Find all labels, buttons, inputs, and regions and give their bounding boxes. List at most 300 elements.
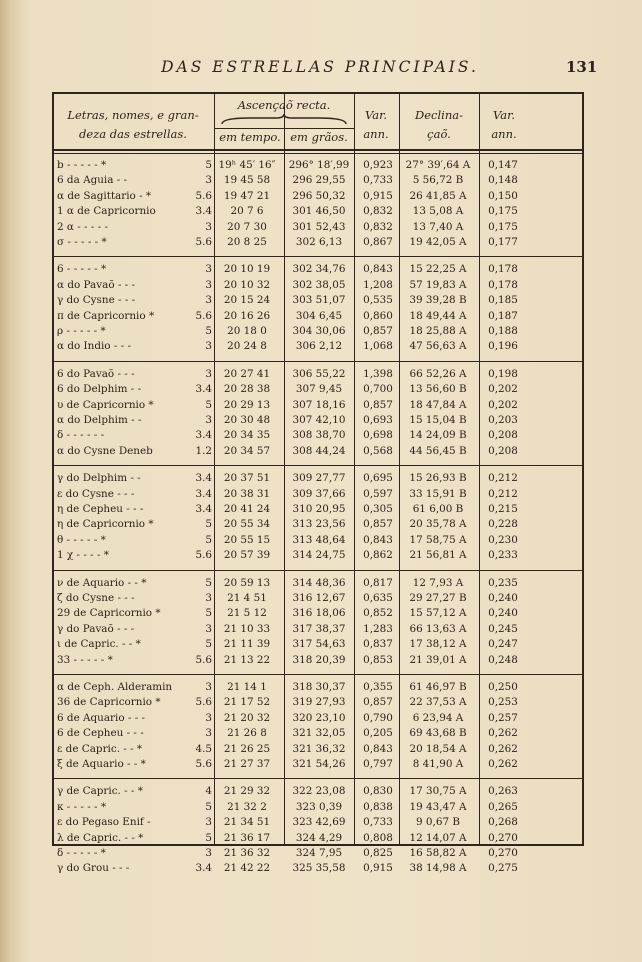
- cell-dec: 15 22,25 A: [409, 263, 467, 276]
- table-row: [54, 235, 582, 250]
- cell-var: 0,915: [363, 862, 393, 875]
- cell-var: 0,843: [363, 263, 393, 276]
- cell-name: 6 de Aquario - - -: [57, 711, 146, 724]
- cell-var: 1,398: [363, 367, 393, 380]
- cell-mag: 3: [205, 220, 212, 233]
- cell-deg: 309 37,66: [292, 487, 346, 500]
- cell-time: 21 4 51: [227, 592, 267, 604]
- table-row: [54, 278, 582, 293]
- cell-time: 20 38 31: [223, 487, 271, 500]
- cell-time: 20 10 32: [223, 278, 271, 291]
- cell-deg: 296 50,32: [292, 189, 346, 202]
- cell-vd: 0,208: [488, 429, 518, 442]
- cell-var: 0,790: [363, 711, 393, 724]
- table-row: [54, 591, 582, 606]
- cell-deg: 313 23,56: [292, 518, 346, 531]
- cell-vd: 0,262: [488, 742, 518, 755]
- cell-mag: 3: [205, 681, 212, 693]
- cell-dec: 15 26,93 B: [409, 472, 467, 485]
- cell-time: 20 27 41: [223, 367, 271, 380]
- cell-time: 20 59 13: [223, 576, 271, 589]
- cell-deg: 314 24,75: [292, 549, 346, 562]
- cell-var: 0,915: [363, 189, 393, 202]
- header-rule: [54, 149, 582, 151]
- cell-name: 6 - - - - - *: [57, 263, 107, 276]
- cell-vd: 0,185: [488, 294, 518, 307]
- table-row: [54, 533, 582, 548]
- table-row: [54, 680, 582, 695]
- cell-var: 0,853: [363, 653, 393, 666]
- cell-time: 21 36 17: [223, 831, 271, 844]
- cell-mag: 3: [205, 816, 212, 829]
- cell-dec: 18 49,44 A: [409, 309, 467, 322]
- cell-var: 1,208: [363, 278, 393, 291]
- cell-name: α do Indio - - -: [57, 340, 131, 353]
- cell-vd: 0,247: [488, 638, 518, 651]
- cell-mag: 3: [205, 278, 212, 291]
- table-row: [54, 502, 582, 517]
- table-row: [54, 726, 582, 741]
- page-number: 131: [566, 58, 598, 76]
- cell-dec: 18 47,84 A: [409, 398, 467, 411]
- cell-name: 1 α de Capricornio: [57, 205, 156, 218]
- cell-vd: 0,177: [488, 236, 518, 248]
- cell-time: 19 47 21: [223, 189, 271, 202]
- cell-time: 20 55 34: [223, 518, 271, 531]
- cell-name: λ de Capric. - - *: [57, 831, 144, 844]
- table-row: [54, 220, 582, 235]
- cell-var: 0,797: [363, 758, 393, 770]
- cell-vd: 0,253: [488, 696, 518, 709]
- cell-mag: 3: [205, 727, 212, 740]
- cell-time: 21 32 2: [227, 800, 267, 813]
- cell-var: 0,825: [363, 847, 393, 859]
- cell-time: 19ʰ 45′ 16″: [218, 159, 276, 171]
- table-row: [54, 204, 582, 219]
- cell-mag: 4: [205, 785, 212, 798]
- table-row: [54, 413, 582, 428]
- cell-dec: 15 15,04 B: [409, 414, 467, 426]
- table-row: [54, 576, 582, 591]
- cell-deg: 321 36,32: [292, 742, 346, 755]
- cell-vd: 0,250: [488, 681, 518, 693]
- cell-time: 20 28 38: [223, 383, 271, 396]
- cell-time: 20 7 30: [227, 220, 267, 233]
- cell-dec: 66 13,63 A: [409, 622, 467, 635]
- cell-deg: 306 55,22: [292, 367, 346, 380]
- cell-time: 20 18 0: [227, 325, 267, 337]
- cell-deg: 304 30,06: [292, 325, 346, 337]
- cell-mag: 3: [205, 174, 212, 187]
- cell-var: 0,843: [363, 533, 393, 546]
- cell-dec: 22 37,53 A: [409, 696, 467, 709]
- cell-dec: 27° 39′,64 A: [405, 159, 471, 171]
- cell-name: θ - - - - - *: [57, 533, 106, 546]
- cell-deg: 302 38,05: [292, 278, 346, 291]
- cell-mag: 5.6: [195, 189, 212, 202]
- cell-dec: 8 41,90 A: [412, 758, 464, 770]
- cell-time: 21 29 32: [223, 785, 271, 798]
- cell-name: δ - - - - - *: [57, 847, 106, 859]
- table-row: [54, 831, 582, 846]
- cell-mag: 3: [205, 711, 212, 724]
- cell-dec: 38 14,98 A: [409, 862, 467, 875]
- cell-dec: 13 7,40 A: [412, 220, 464, 233]
- cell-var: 0,843: [363, 742, 393, 755]
- table-row: [54, 711, 582, 726]
- cell-dec: 21 39,01 A: [409, 653, 467, 666]
- cell-vd: 0,270: [488, 831, 518, 844]
- cell-name: γ do Grou - - -: [57, 862, 130, 875]
- cell-vd: 0,187: [488, 309, 518, 322]
- cell-name: γ do Cysne - - -: [57, 294, 136, 307]
- cell-name: η de Cepheu - - -: [57, 503, 144, 515]
- cell-name: 6 do Delphim - -: [57, 383, 142, 396]
- cell-deg: 322 23,08: [292, 785, 346, 798]
- cell-name: α de Sagittario - *: [57, 189, 152, 202]
- cell-vd: 0,212: [488, 472, 518, 485]
- cell-dec: 69 43,68 B: [409, 727, 467, 740]
- cell-deg: 303 51,07: [292, 294, 346, 307]
- cell-name: 1 χ - - - - *: [57, 549, 109, 562]
- cell-dec: 47 56,63 A: [409, 340, 467, 353]
- cell-name: ε do Pegaso Enif -: [57, 816, 151, 829]
- cell-dec: 29 27,27 B: [409, 592, 467, 604]
- table-row: [54, 173, 582, 188]
- table-row: [54, 339, 582, 354]
- cell-time: 21 20 32: [223, 711, 271, 724]
- cell-mag: 3: [205, 847, 212, 859]
- cell-name: κ - - - - - *: [57, 800, 107, 813]
- cell-vd: 0,230: [488, 533, 518, 546]
- group-rule: [54, 778, 582, 779]
- cell-name: 33 - - - - - *: [57, 653, 113, 666]
- table-row: [54, 695, 582, 710]
- cell-name: α do Delphim - -: [57, 414, 142, 426]
- cell-dec: 61 46,97 B: [409, 681, 467, 693]
- cell-deg: 307 9,45: [295, 383, 343, 396]
- cell-deg: 308 44,24: [292, 444, 346, 457]
- cell-vd: 0,257: [488, 711, 518, 724]
- cell-dec: 12 7,93 A: [412, 576, 464, 589]
- cell-name: ζ do Cysne - - -: [57, 592, 135, 604]
- cell-time: 21 13 22: [223, 653, 271, 666]
- cell-time: 21 34 51: [223, 816, 271, 829]
- group-rule: [54, 674, 582, 675]
- cell-dec: 5 56,72 B: [412, 174, 464, 187]
- cell-mag: 3.4: [195, 383, 212, 396]
- cell-time: 20 41 24: [223, 503, 271, 515]
- table-row: [54, 309, 582, 324]
- cell-deg: 310 20,95: [292, 503, 346, 515]
- header-var1: Var. ann.: [363, 108, 389, 141]
- cell-name: ν de Aquario - - *: [57, 576, 147, 589]
- cell-mag: 3: [205, 263, 212, 276]
- cell-dec: 33 15,91 B: [409, 487, 467, 500]
- cell-var: 0,838: [363, 800, 393, 813]
- table-row: [54, 293, 582, 308]
- cell-var: 1,283: [363, 622, 393, 635]
- cell-deg: 304 6,45: [295, 309, 343, 322]
- cell-mag: 3.4: [195, 503, 212, 515]
- cell-dec: 17 58,75 A: [409, 533, 467, 546]
- cell-time: 20 57 39: [223, 549, 271, 562]
- cell-var: 0,733: [363, 816, 393, 829]
- cell-var: 0,568: [363, 444, 393, 457]
- group-rule: [54, 361, 582, 362]
- cell-deg: 324 4,29: [295, 831, 343, 844]
- cell-var: 0,695: [363, 472, 393, 485]
- cell-dec: 9 0,67 B: [416, 816, 460, 829]
- cell-deg: 317 54,63: [292, 638, 346, 651]
- cell-vd: 0,150: [488, 189, 518, 202]
- cell-dec: 66 52,26 A: [409, 367, 467, 380]
- cell-deg: 301 46,50: [292, 205, 346, 218]
- cell-deg: 308 38,70: [292, 429, 346, 442]
- table-row: [54, 861, 582, 876]
- cell-mag: 3.4: [195, 429, 212, 442]
- cell-mag: 5.6: [195, 696, 212, 709]
- cell-mag: 5: [205, 607, 212, 620]
- table-row: [54, 784, 582, 799]
- cell-name: δ - - - - - -: [57, 429, 105, 442]
- cell-var: 0,700: [363, 383, 393, 396]
- cell-deg: 318 30,37: [292, 681, 346, 693]
- cell-dec: 13 56,60 B: [409, 383, 467, 396]
- cell-name: ξ de Aquario - - *: [57, 758, 146, 770]
- cell-mag: 5: [205, 325, 212, 337]
- cell-vd: 0,240: [488, 592, 518, 604]
- cell-var: 1,068: [363, 340, 393, 353]
- cell-vd: 0,233: [488, 549, 518, 562]
- cell-mag: 3: [205, 367, 212, 380]
- cell-name: σ - - - - - *: [57, 236, 107, 248]
- table-row: [54, 324, 582, 339]
- cell-mag: 3.4: [195, 205, 212, 218]
- cell-deg: 313 48,64: [292, 533, 346, 546]
- table-row: [54, 487, 582, 502]
- cell-dec: 12 14,07 A: [409, 831, 467, 844]
- cell-dec: 20 35,78 A: [409, 518, 467, 531]
- cell-dec: 17 30,75 A: [409, 785, 467, 798]
- table-row: [54, 742, 582, 757]
- table-row: [54, 382, 582, 397]
- cell-var: 0,857: [363, 696, 393, 709]
- group-rule: [54, 570, 582, 571]
- cell-deg: 318 20,39: [292, 653, 346, 666]
- cell-time: 21 27 37: [223, 758, 271, 770]
- cell-name: ρ - - - - - *: [57, 325, 106, 337]
- cell-name: γ de Capric. - - *: [57, 785, 143, 798]
- table-row: [54, 653, 582, 668]
- cell-vd: 0,202: [488, 383, 518, 396]
- header-asc-title: Ascençaõ recta.: [237, 98, 331, 112]
- cell-vd: 0,270: [488, 847, 518, 859]
- cell-mag: 1.2: [195, 444, 212, 457]
- cell-mag: 3: [205, 592, 212, 604]
- cell-var: 0,635: [363, 592, 393, 604]
- cell-time: 21 5 12: [227, 607, 267, 620]
- cell-name: 6 da Aguia - -: [57, 174, 128, 187]
- table-row: [54, 444, 582, 459]
- cell-vd: 0,178: [488, 263, 518, 276]
- cell-name: υ de Capricornio *: [57, 398, 154, 411]
- cell-time: 20 30 48: [223, 414, 271, 426]
- cell-dec: 61 6,00 B: [412, 503, 464, 515]
- table-row: [54, 262, 582, 277]
- cell-name: α do Pavaõ - - -: [57, 278, 136, 291]
- cell-dec: 19 43,47 A: [409, 800, 467, 813]
- cell-name: γ do Delphim - -: [57, 472, 141, 485]
- cell-time: 20 29 13: [223, 398, 271, 411]
- cell-deg: 316 12,67: [292, 592, 346, 604]
- cell-deg: 296° 18′,99: [288, 159, 350, 171]
- cell-name: 36 de Capricornio *: [57, 696, 161, 709]
- group-rule: [54, 256, 582, 257]
- cell-var: 0,852: [363, 607, 393, 620]
- cell-time: 19 45 58: [223, 174, 271, 187]
- cell-vd: 0,203: [488, 414, 518, 426]
- cell-mag: 5: [205, 831, 212, 844]
- cell-name: η de Capricornio *: [57, 518, 154, 531]
- cell-vd: 0,178: [488, 278, 518, 291]
- table-row: [54, 158, 582, 173]
- cell-vd: 0,198: [488, 367, 518, 380]
- cell-mag: 5.6: [195, 236, 212, 248]
- cell-vd: 0,202: [488, 398, 518, 411]
- cell-dec: 18 25,88 A: [409, 325, 467, 337]
- cell-deg: 302 34,76: [292, 263, 346, 276]
- table-row: [54, 815, 582, 830]
- cell-dec: 57 19,83 A: [409, 278, 467, 291]
- cell-vd: 0,275: [488, 862, 518, 875]
- cell-deg: 324 7,95: [295, 847, 343, 859]
- group-rule: [54, 465, 582, 466]
- table-row: [54, 622, 582, 637]
- cell-dec: 44 56,45 B: [409, 444, 467, 457]
- cell-vd: 0,175: [488, 220, 518, 233]
- cell-time: 21 14 1: [227, 681, 267, 693]
- header-asc-time: em tempo.: [219, 130, 281, 144]
- cell-dec: 6 23,94 A: [412, 711, 464, 724]
- cell-mag: 5: [205, 576, 212, 589]
- cell-deg: 320 23,10: [292, 711, 346, 724]
- cell-dec: 39 39,28 B: [409, 294, 467, 307]
- cell-vd: 0,215: [488, 503, 518, 515]
- cell-var: 0,862: [363, 549, 393, 562]
- header-rule: [54, 153, 582, 154]
- cell-name: b - - - - - *: [57, 159, 107, 171]
- cell-vd: 0,147: [488, 159, 518, 171]
- cell-var: 0,693: [363, 414, 393, 426]
- brace-icon: [220, 114, 348, 126]
- star-table: [52, 92, 584, 875]
- cell-time: 20 8 25: [227, 236, 267, 248]
- cell-var: 0,832: [363, 220, 393, 233]
- cell-name: 6 do Pavaõ - - -: [57, 367, 135, 380]
- cell-time: 20 10 19: [223, 263, 271, 276]
- cell-name: ε de Capric. - - *: [57, 742, 143, 755]
- cell-time: 21 26 8: [227, 727, 267, 740]
- cell-mag: 3.4: [195, 862, 212, 875]
- cell-deg: 321 32,05: [292, 727, 346, 740]
- cell-mag: 5: [205, 159, 212, 171]
- cell-dec: 19 42,05 A: [409, 236, 467, 248]
- cell-time: 21 42 22: [223, 862, 271, 875]
- cell-dec: 17 38,12 A: [409, 638, 467, 651]
- cell-vd: 0,240: [488, 607, 518, 620]
- table-row: [54, 800, 582, 815]
- cell-mag: 5: [205, 398, 212, 411]
- cell-var: 0,830: [363, 785, 393, 798]
- cell-vd: 0,262: [488, 727, 518, 740]
- cell-deg: 309 27,77: [292, 472, 346, 485]
- cell-time: 20 34 35: [223, 429, 271, 442]
- cell-mag: 5: [205, 533, 212, 546]
- cell-var: 0,923: [363, 159, 393, 171]
- table-row: [54, 757, 582, 772]
- cell-deg: 314 48,36: [292, 576, 346, 589]
- cell-mag: 3: [205, 414, 212, 426]
- table-row: [54, 367, 582, 382]
- cell-deg: 307 42,10: [292, 414, 346, 426]
- cell-var: 0,808: [363, 831, 393, 844]
- cell-var: 0,817: [363, 576, 393, 589]
- cell-dec: 13 5,08 A: [412, 205, 464, 218]
- header-var2: Var. ann.: [491, 108, 517, 141]
- cell-deg: 325 35,58: [292, 862, 346, 875]
- cell-var: 0,205: [363, 727, 393, 740]
- cell-vd: 0,228: [488, 518, 518, 531]
- cell-time: 20 34 57: [223, 444, 271, 457]
- cell-time: 20 7 6: [230, 205, 264, 218]
- cell-mag: 3: [205, 294, 212, 307]
- cell-deg: 302 6,13: [295, 236, 343, 248]
- cell-dec: 14 24,09 B: [409, 429, 467, 442]
- cell-mag: 3: [205, 340, 212, 353]
- cell-time: 20 55 15: [223, 533, 271, 546]
- cell-mag: 5.6: [195, 309, 212, 322]
- cell-dec: 26 41,85 A: [409, 189, 467, 202]
- cell-var: 0,860: [363, 309, 393, 322]
- cell-deg: 301 52,43: [292, 220, 346, 233]
- cell-deg: 307 18,16: [292, 398, 346, 411]
- header-asc-deg: em grãos.: [290, 130, 348, 144]
- cell-var: 0,355: [363, 681, 393, 693]
- cell-var: 0,733: [363, 174, 393, 187]
- cell-var: 0,698: [363, 429, 393, 442]
- cell-name: ε do Cysne - - -: [57, 487, 135, 500]
- cell-deg: 319 27,93: [292, 696, 346, 709]
- cell-var: 0,867: [363, 236, 393, 248]
- cell-name: ι de Capric. - - *: [57, 638, 141, 651]
- cell-var: 0,305: [363, 503, 393, 515]
- cell-deg: 306 2,12: [295, 340, 343, 353]
- cell-time: 21 17 52: [223, 696, 271, 709]
- cell-time: 20 16 26: [223, 309, 271, 322]
- cell-dec: 21 56,81 A: [409, 549, 467, 562]
- table-row: [54, 637, 582, 652]
- table-row: [54, 606, 582, 621]
- cell-time: 20 37 51: [223, 472, 271, 485]
- cell-time: 20 24 8: [227, 340, 267, 353]
- cell-vd: 0,208: [488, 444, 518, 457]
- cell-mag: 5.6: [195, 549, 212, 562]
- cell-mag: 5.6: [195, 758, 212, 770]
- cell-vd: 0,196: [488, 340, 518, 353]
- cell-name: α de Ceph. Alderamin: [57, 681, 173, 693]
- cell-mag: 5: [205, 638, 212, 651]
